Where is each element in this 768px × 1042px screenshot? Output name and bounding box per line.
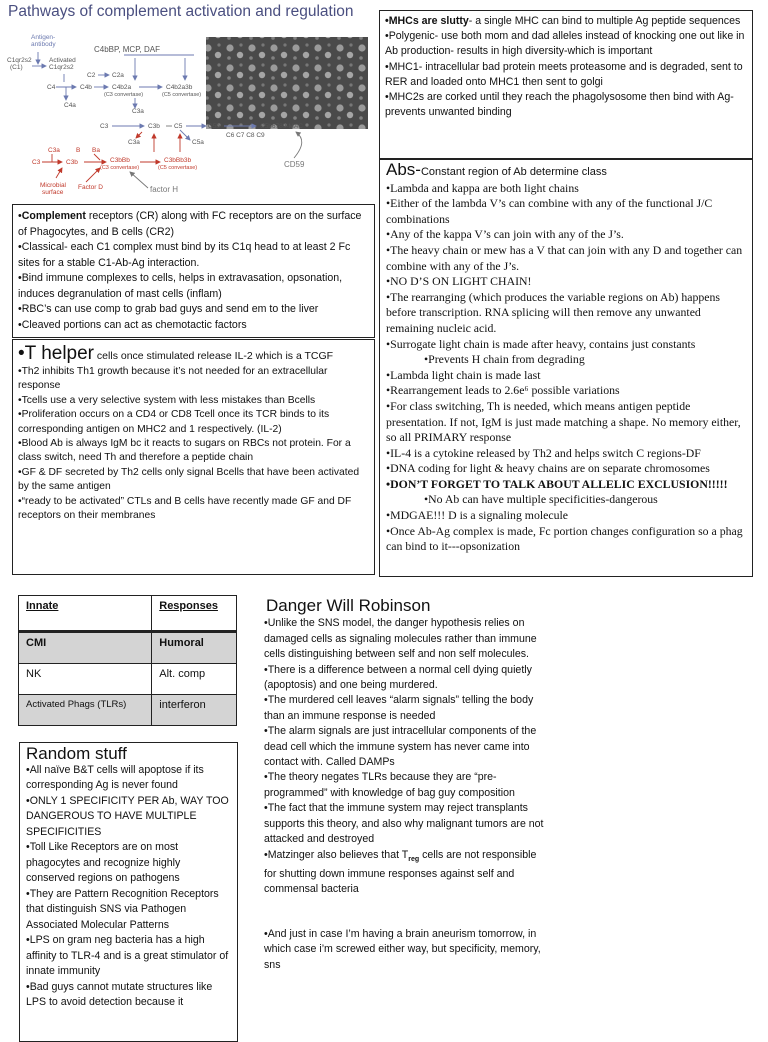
abs-notes-box [379, 159, 753, 577]
abs-item: •DNA coding for light & heavy chains are on separate chromosomes [386, 461, 710, 476]
mhc-item-text: •MHC2s are corked until they reach the phagolysosome then bind with Ag-prevents unwanted binding [385, 91, 734, 119]
complement-item [18, 302, 369, 318]
mhc-item-bold: •MHCs are slutty [385, 15, 469, 27]
label-c5a: C5a [192, 139, 204, 146]
thelper-heading-line [18, 343, 369, 365]
thelper-item: •Proliferation occurs on a CD4 or CD8 Tcell once its TCR binds to its corresponding antigen on MHC2 and 1 respectively. (IL-2) [18, 409, 330, 435]
danger-item [264, 848, 548, 898]
label-cd59: CD59 [284, 160, 305, 169]
label-c3: C3 [100, 123, 109, 130]
thelper-item: •“ready to be activated” CTLs and B cells have recently made GF and DF receptors on their membranes [18, 495, 352, 522]
table-cell: Activated Phags (TLRs) [19, 695, 152, 726]
danger-section [264, 598, 548, 973]
abs-item: •IL-4 is a cytokine released by Th2 and helps switch C regions-DF [386, 445, 701, 460]
label-c3a-mid: C3a [128, 139, 140, 146]
abs-item: •The heavy chain or mew has a V that can join with any D and together can combine with any of the J’s. [386, 242, 743, 273]
abs-subheading: Constant region of Ab determine class [420, 166, 607, 178]
table-row [19, 695, 237, 726]
mhc-item-text: - a single MHC can bind to multiple Ag peptide sequences [468, 15, 741, 27]
abs-item: •Once Ab-Ag complex is made, Fc portion changes configuration so a phag can bind to it---opsonization [386, 523, 743, 554]
mhc-item-text: •MHC1- intracellular bad protein meets proteasome and is degraded, sent to RER and loaded onto MHC1 then sent to golgi [385, 60, 743, 88]
label-c4b2a: C4b2a (C3 convertase) [104, 84, 144, 98]
mhc-item [385, 29, 747, 59]
thelper-notes-box [12, 339, 375, 575]
complement-item-text: receptors (CR) along with FC receptors are on the surface of Phagocytes, and B cells (CR2) [18, 210, 362, 238]
table-row [19, 664, 237, 695]
label-c5: C5 [174, 123, 183, 130]
danger-item: •There is a difference between a normal cell dying quietly (apoptosis) and one being murdered. [264, 663, 532, 692]
bullet: • [18, 210, 22, 222]
random-item: •All naïve B&T cells will apoptose if its corresponding Ag is never found [26, 763, 204, 791]
table-cell: interferon [152, 695, 237, 726]
danger-last-note: •And just in case I’m having a brain aneurism tomorrow, in which case i’m screwed either way, but specificity, memory, sns [264, 927, 541, 971]
label-ba: Ba [92, 147, 100, 154]
danger-matzinger-sub: reg [408, 855, 420, 863]
table-cell: NK [19, 664, 152, 695]
random-heading: Random stuff [26, 744, 127, 763]
label-antigen-antibody: Antigen-antibody [31, 34, 56, 48]
label-c4b: C4b [80, 84, 92, 91]
label-c3bbb3b: C3bBb3b (C5 convertase) [158, 157, 198, 171]
label-c3b-alt: C3b [66, 159, 78, 166]
complement-notes-box [12, 204, 375, 338]
danger-item: •The murdered cell leaves “alarm signals” telling the body than an immune response is needed [264, 694, 534, 722]
abs-item: •No Ab can have multiple specificities-dangerous [424, 492, 658, 507]
label-c1: C1qr2s2 (C1) [7, 57, 32, 71]
thelper-item: •Blood Ab is always IgM bc it reacts to sugars on RBCs not protein. For a class switch, need Th and therefore a peptide chain [18, 438, 351, 464]
danger-item: •The fact that the immune system may reject transplants supports this theory, and also why malignant tumors are not attacked and destroyed [264, 802, 544, 846]
mhc-notes-box [379, 10, 753, 159]
mhc-item [385, 60, 747, 90]
abs-item: •DON’T FORGET TO TALK ABOUT ALLELIC EXCLUSION!!!!! [386, 476, 728, 491]
complement-item [18, 271, 369, 302]
label-activated-c1: Activated C1qr2s2 [49, 57, 76, 71]
micrograph-image [206, 37, 368, 129]
label-c6789: C6 C7 C8 C9 [226, 132, 265, 139]
label-c5b: C5b [208, 123, 220, 130]
label-c4: C4 [47, 84, 56, 91]
thelper-heading: •T helper [18, 343, 95, 364]
table-cell: Humoral [152, 632, 237, 664]
thelper-list [18, 365, 369, 523]
table-header-cell: Responses [152, 596, 237, 632]
danger-heading: Danger Will Robinson [266, 596, 431, 615]
label-c4bbp: C4bBP, MCP, DAF [94, 45, 160, 54]
danger-matzinger-post: cells are not responsible for shutting down immune responses against self and commensal bacteria [264, 848, 537, 896]
mhc-item [385, 14, 747, 29]
label-mac: C5b6789-MAC [260, 123, 303, 130]
label-c3a-alt: C3a [48, 147, 60, 154]
random-list [26, 763, 231, 1011]
random-item: •ONLY 1 SPECIFICITY PER Ab, WAY TOO DANGEROUS TO HAVE MULTIPLE SPECIFICITIES [26, 794, 229, 838]
thelper-intro: cells once stimulated release IL-2 which is a TCGF [94, 350, 334, 362]
label-microbial: Microbial surface [40, 182, 67, 196]
table-row [19, 632, 237, 664]
danger-item: •Unlike the SNS model, the danger hypothesis relies on damaged cells as signaling molecules rather than immune cells distinguishing between self and non self molecules. [264, 617, 537, 661]
label-c3bbb: C3bBb (C3 convertase) [100, 157, 140, 171]
random-item: •LPS on gram neg bacteria has a high affinity to TLR-4 and is a great stimulator of innate immunity [26, 934, 229, 977]
label-c4b2a3b: C4b2a3b (C5 convertase) [162, 84, 202, 98]
label-factor-d: Factor D [78, 184, 103, 191]
table-header-row [19, 596, 237, 632]
thelper-item: •Tcells use a very selective system with less mistakes than Bcells [18, 394, 316, 406]
abs-item: •Lambda light chain is made last [386, 367, 541, 382]
mhc-list [385, 14, 747, 120]
thelper-item: •Th2 inhibits Th1 growth because it’s not needed for an extracellular response [18, 366, 328, 392]
label-c2a: C2a [112, 72, 124, 79]
label-c4a: C4a [64, 102, 76, 109]
mhc-item-text: •Polygenic- use both mom and dad alleles instead of knocking one out like in Ab production- results in high diversity-which is important [385, 30, 745, 58]
table-cell: CMI [19, 632, 152, 664]
random-notes-box [19, 742, 238, 1042]
abs-heading: Abs- [386, 160, 421, 179]
complement-item [18, 240, 369, 271]
complement-item-text: •Cleaved portions can act as chemotactic factors [18, 318, 247, 331]
random-item: •Bad guys cannot mutate structures like LPS to avoid detection because it [26, 980, 213, 1008]
abs-item: •Lambda and kappa are both light chains [386, 180, 579, 195]
complement-list [18, 209, 369, 333]
danger-matzinger-pre: •Matzinger also believes that T [264, 848, 409, 861]
label-c2: C2 [87, 72, 96, 79]
abs-item: •NO D’S ON LIGHT CHAIN! [386, 274, 532, 289]
danger-item: •The theory negates TLRs because they are “pre-programmed” with knowledge of bag guy composition [264, 771, 515, 799]
complement-item [18, 318, 369, 334]
abs-item: •Surrogate light chain is made after heavy, contains just constants [386, 336, 696, 351]
table-header-cell: Innate [19, 596, 152, 632]
label-c3-alt: C3 [32, 159, 41, 166]
abs-item: •MDGAE!!! D is a signaling molecule [386, 508, 569, 523]
complement-item [18, 209, 369, 240]
abs-item: •Prevents H chain from degrading [424, 352, 585, 367]
diagram-title: Pathways of complement activation and regulation [8, 3, 354, 20]
label-factor-h: factor H [150, 185, 179, 194]
complement-pathway-diagram [4, 22, 370, 204]
thelper-item: •GF & DF secreted by Th2 cells only signal Bcells that have been activated by the same antigen [18, 466, 360, 493]
abs-item: •Any of the kappa V’s can join with any of the J’s. [386, 227, 624, 242]
abs-item: •Either of the lambda V’s can combine with any of the functional J/C combinations [386, 196, 713, 226]
danger-item: •The alarm signals are just intracellular components of the dead cell which the immune system has never came into contact with. Called DAMPs [264, 725, 537, 769]
label-c3a-top: C3a [132, 108, 144, 115]
innate-responses-table [18, 595, 237, 726]
abs-item: •Rearrangement leads to 2.6e⁶ possible variations [386, 383, 620, 398]
random-item: •They are Pattern Recognition Receptors that distinguish SNS via Pathogen Associated Molecular Patterns [26, 887, 219, 931]
complement-item-bold: Complement [21, 210, 86, 222]
mhc-item [385, 90, 747, 120]
random-item: •Toll Like Receptors are on most phagocytes and recognize highly conserved regions on pathogens [26, 841, 181, 884]
abs-item: •The rearranging (which produces the variable regions on Ab) happens before transcription. RNA splicing will then remove any unwanted remaining nucleic acid. [386, 289, 720, 335]
abs-list [386, 181, 746, 555]
abs-item: •For class switching, Th is needed, which means antigen peptide presentation. If not, IgM is just made matching a shape. No memory either, so all PRIMARY response [386, 398, 741, 445]
complement-item-text: •Classical- each C1 complex must bind by its C1q head to at least 2 Fc sites for a stable C1-Ab-Ag interaction. [18, 241, 351, 269]
label-b: B [76, 147, 81, 154]
danger-list [264, 616, 548, 897]
table-cell: Alt. comp [152, 664, 237, 695]
abs-heading-line [386, 162, 746, 181]
complement-item-text: •RBC’s can use comp to grab bad guys and send em to the liver [18, 303, 319, 315]
complement-item-text: •Bind immune complexes to cells, helps in extravasation, opsonation, induces degranulation of mast cells (inflam) [18, 272, 343, 300]
label-c3b: C3b [148, 123, 160, 130]
